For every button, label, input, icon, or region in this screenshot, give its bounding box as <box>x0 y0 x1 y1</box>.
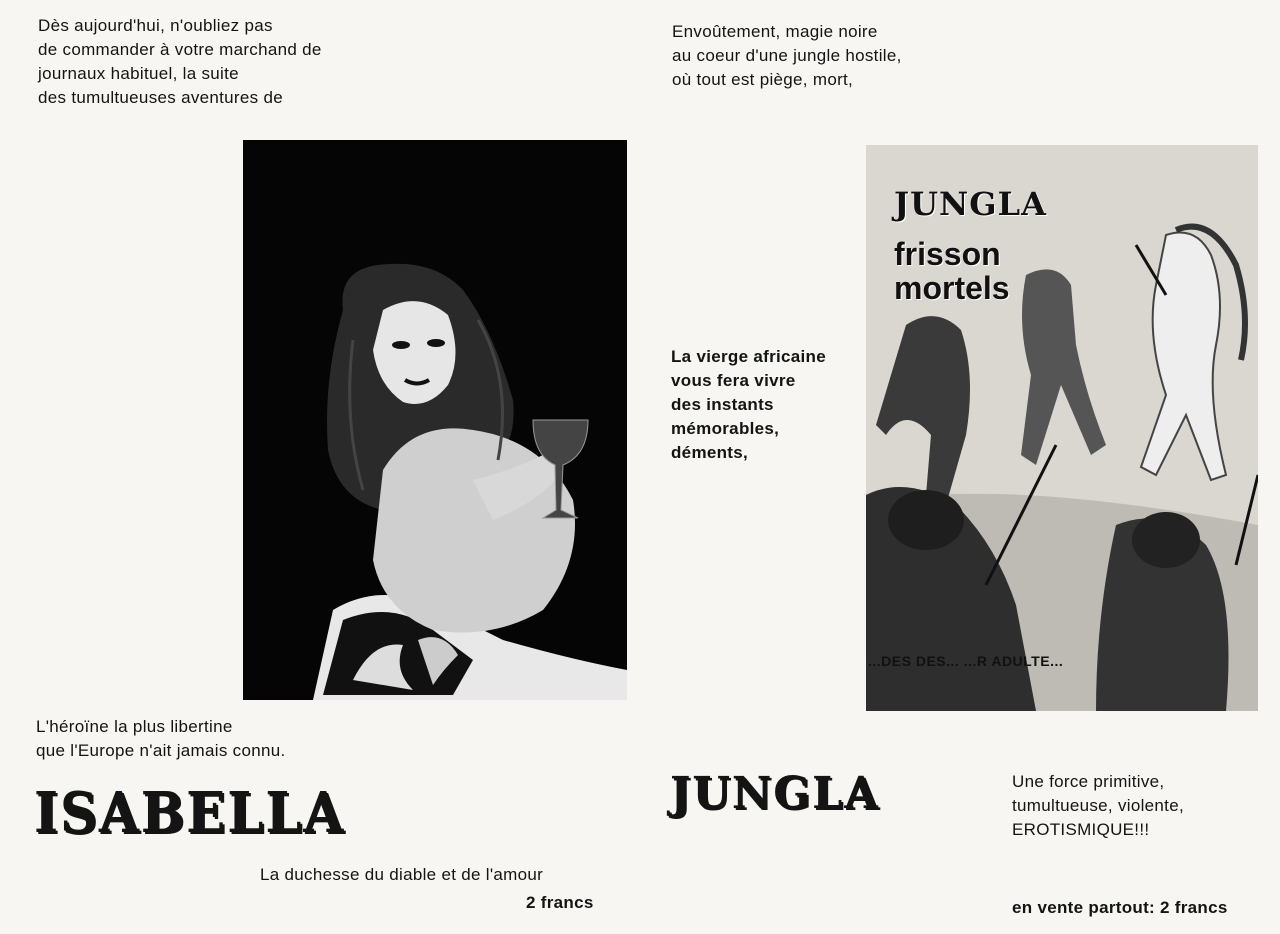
jungla-cover-illustration <box>866 145 1258 711</box>
jungla-slogan: Une force primitive, tumultueuse, violente, EROTISMIQUE!!! <box>1012 772 1184 839</box>
isabella-price: 2 francs <box>526 893 594 912</box>
jungla-price: en vente partout: 2 francs <box>1012 898 1228 917</box>
jungla-cover-logo: JUNGLA <box>894 185 1047 223</box>
isabella-intro-text: Dès aujourd'hui, n'oubliez pas de commander à votre marchand de journaux habituel, la suite des tumultueuses aventures de <box>38 16 322 107</box>
jungla-cover-footer: ...DES DES... ...R ADULTE... <box>868 653 1064 669</box>
isabella-subtitle: La duchesse du diable et de l'amour <box>260 865 544 884</box>
isabella-tagline: L'héroïne la plus libertine que l'Europe n'ait jamais connu. <box>36 717 286 760</box>
isabella-cover-illustration <box>243 140 627 700</box>
jungla-cover-title: frisson mortels <box>894 236 1010 306</box>
jungla-logo: JUNGLA <box>670 768 880 819</box>
isabella-logo: ISABELLA <box>34 780 346 846</box>
jungla-middle-text: La vierge africaine vous fera vivre des instants mémorables, déments, <box>671 347 826 462</box>
jungla-intro-text: Envoûtement, magie noire au coeur d'une jungle hostile, où tout est piège, mort, <box>672 22 902 89</box>
